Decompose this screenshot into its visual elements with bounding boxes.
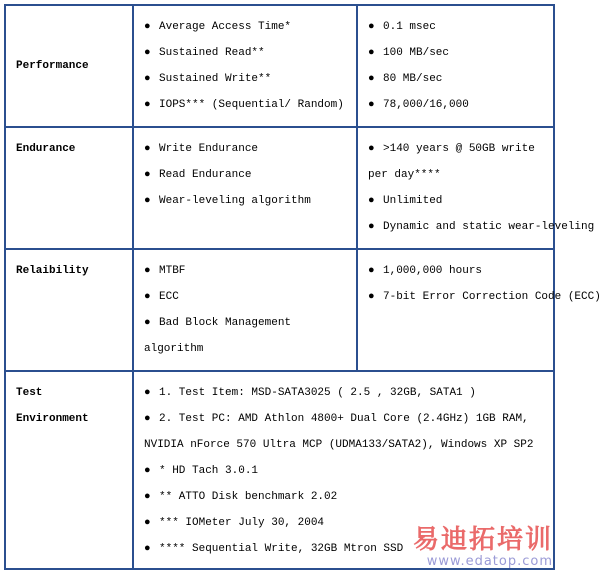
bullet-icon: ●: [144, 169, 151, 181]
bullet-icon: ●: [144, 413, 151, 425]
bullet-icon: ●: [144, 517, 151, 529]
bullet-icon: ●: [144, 491, 151, 503]
bullet-icon: ●: [144, 99, 151, 111]
row-label: Environment: [16, 413, 89, 425]
list-item: ● Read Endurance: [144, 162, 350, 188]
bullet-icon: ●: [144, 195, 151, 207]
bullet-icon: ●: [144, 317, 151, 329]
list-item: ● 1,000,000 hours: [368, 258, 547, 284]
list-item: ● **** Sequential Write, 32GB Mtron SSD: [144, 536, 547, 562]
list-item: ● 78,000/16,000: [368, 92, 547, 118]
bullet-icon: ●: [368, 99, 375, 111]
row-label: Test: [16, 387, 43, 399]
spec-table: [4, 4, 601, 570]
bullet-icon: ●: [144, 387, 151, 399]
table-row: [5, 371, 554, 569]
list-item: ● 2. Test PC: AMD Athlon 4800+ Dual Core (2.4GHz) 1GB RAM, NVIDIA nForce 570 Ultra MCP (UDMA133/SATA2), Windows XP SP2: [144, 406, 547, 458]
row-label-cell: [5, 5, 133, 127]
table-row: [5, 5, 554, 127]
watermark-url: www.edatop.com: [426, 554, 553, 569]
bullet-icon: ●: [144, 21, 151, 33]
spec-items-cell: [133, 5, 357, 127]
bullet-icon: ●: [144, 47, 151, 59]
list-item: ● Average Access Time*: [144, 14, 350, 40]
list-item: ● Wear-leveling algorithm: [144, 188, 350, 214]
list-item: ● 80 MB/sec: [368, 66, 547, 92]
list-item: ● Dynamic and static wear-leveling: [368, 214, 547, 240]
list-item: ● Sustained Read**: [144, 40, 350, 66]
bullet-icon: ●: [144, 543, 151, 555]
spec-values-cell: [357, 5, 554, 127]
list-item: ● 100 MB/sec: [368, 40, 547, 66]
list-item: ● IOPS*** (Sequential/ Random): [144, 92, 350, 118]
list-item: ● >140 years @ 50GB write per day****: [368, 136, 547, 188]
bullet-icon: ●: [368, 47, 375, 59]
spec-items-cell: [133, 249, 357, 371]
bullet-icon: ●: [144, 73, 151, 85]
bullet-icon: ●: [144, 265, 151, 277]
list-item: ● ** ATTO Disk benchmark 2.02: [144, 484, 547, 510]
spec-items-cell: [133, 127, 357, 249]
row-label: Performance: [16, 60, 89, 72]
row-label-cell: [5, 249, 133, 371]
bullet-icon: ●: [368, 265, 375, 277]
row-label: Relaibility: [16, 265, 89, 277]
bullet-icon: ●: [368, 291, 375, 303]
table-row: [5, 127, 554, 249]
bullet-icon: ●: [144, 291, 151, 303]
list-item: ● Sustained Write**: [144, 66, 350, 92]
list-item: ● Unlimited: [368, 188, 547, 214]
watermark-logo: 易迪拓培训: [412, 525, 553, 555]
row-label-cell: [5, 127, 133, 249]
bullet-icon: ●: [368, 143, 375, 155]
list-item: ● *** IOMeter July 30, 2004: [144, 510, 547, 536]
list-item: ● ECC: [144, 284, 350, 310]
bullet-icon: ●: [368, 195, 375, 207]
list-item: ● * HD Tach 3.0.1: [144, 458, 547, 484]
list-item: ● 7-bit Error Correction Code (ECC): [368, 284, 547, 310]
list-item: ● Write Endurance: [144, 136, 350, 162]
list-item: ● Bad Block Management algorithm: [144, 310, 350, 362]
bullet-icon: ●: [368, 21, 375, 33]
bullet-icon: ●: [144, 143, 151, 155]
row-label-cell: [5, 371, 133, 569]
test-environment-cell: [133, 371, 554, 569]
spec-values-cell: [357, 127, 595, 249]
table-row: [5, 249, 554, 371]
list-item: ● 0.1 msec: [368, 14, 547, 40]
list-item: ● MTBF: [144, 258, 350, 284]
bullet-icon: ●: [144, 465, 151, 477]
bullet-icon: ●: [368, 221, 375, 233]
bullet-icon: ●: [368, 73, 375, 85]
list-item: ● 1. Test Item: MSD-SATA3025 ( 2.5 , 32GB, SATA1 ): [144, 380, 547, 406]
spec-values-cell: [357, 249, 601, 371]
row-label: Endurance: [16, 143, 76, 155]
